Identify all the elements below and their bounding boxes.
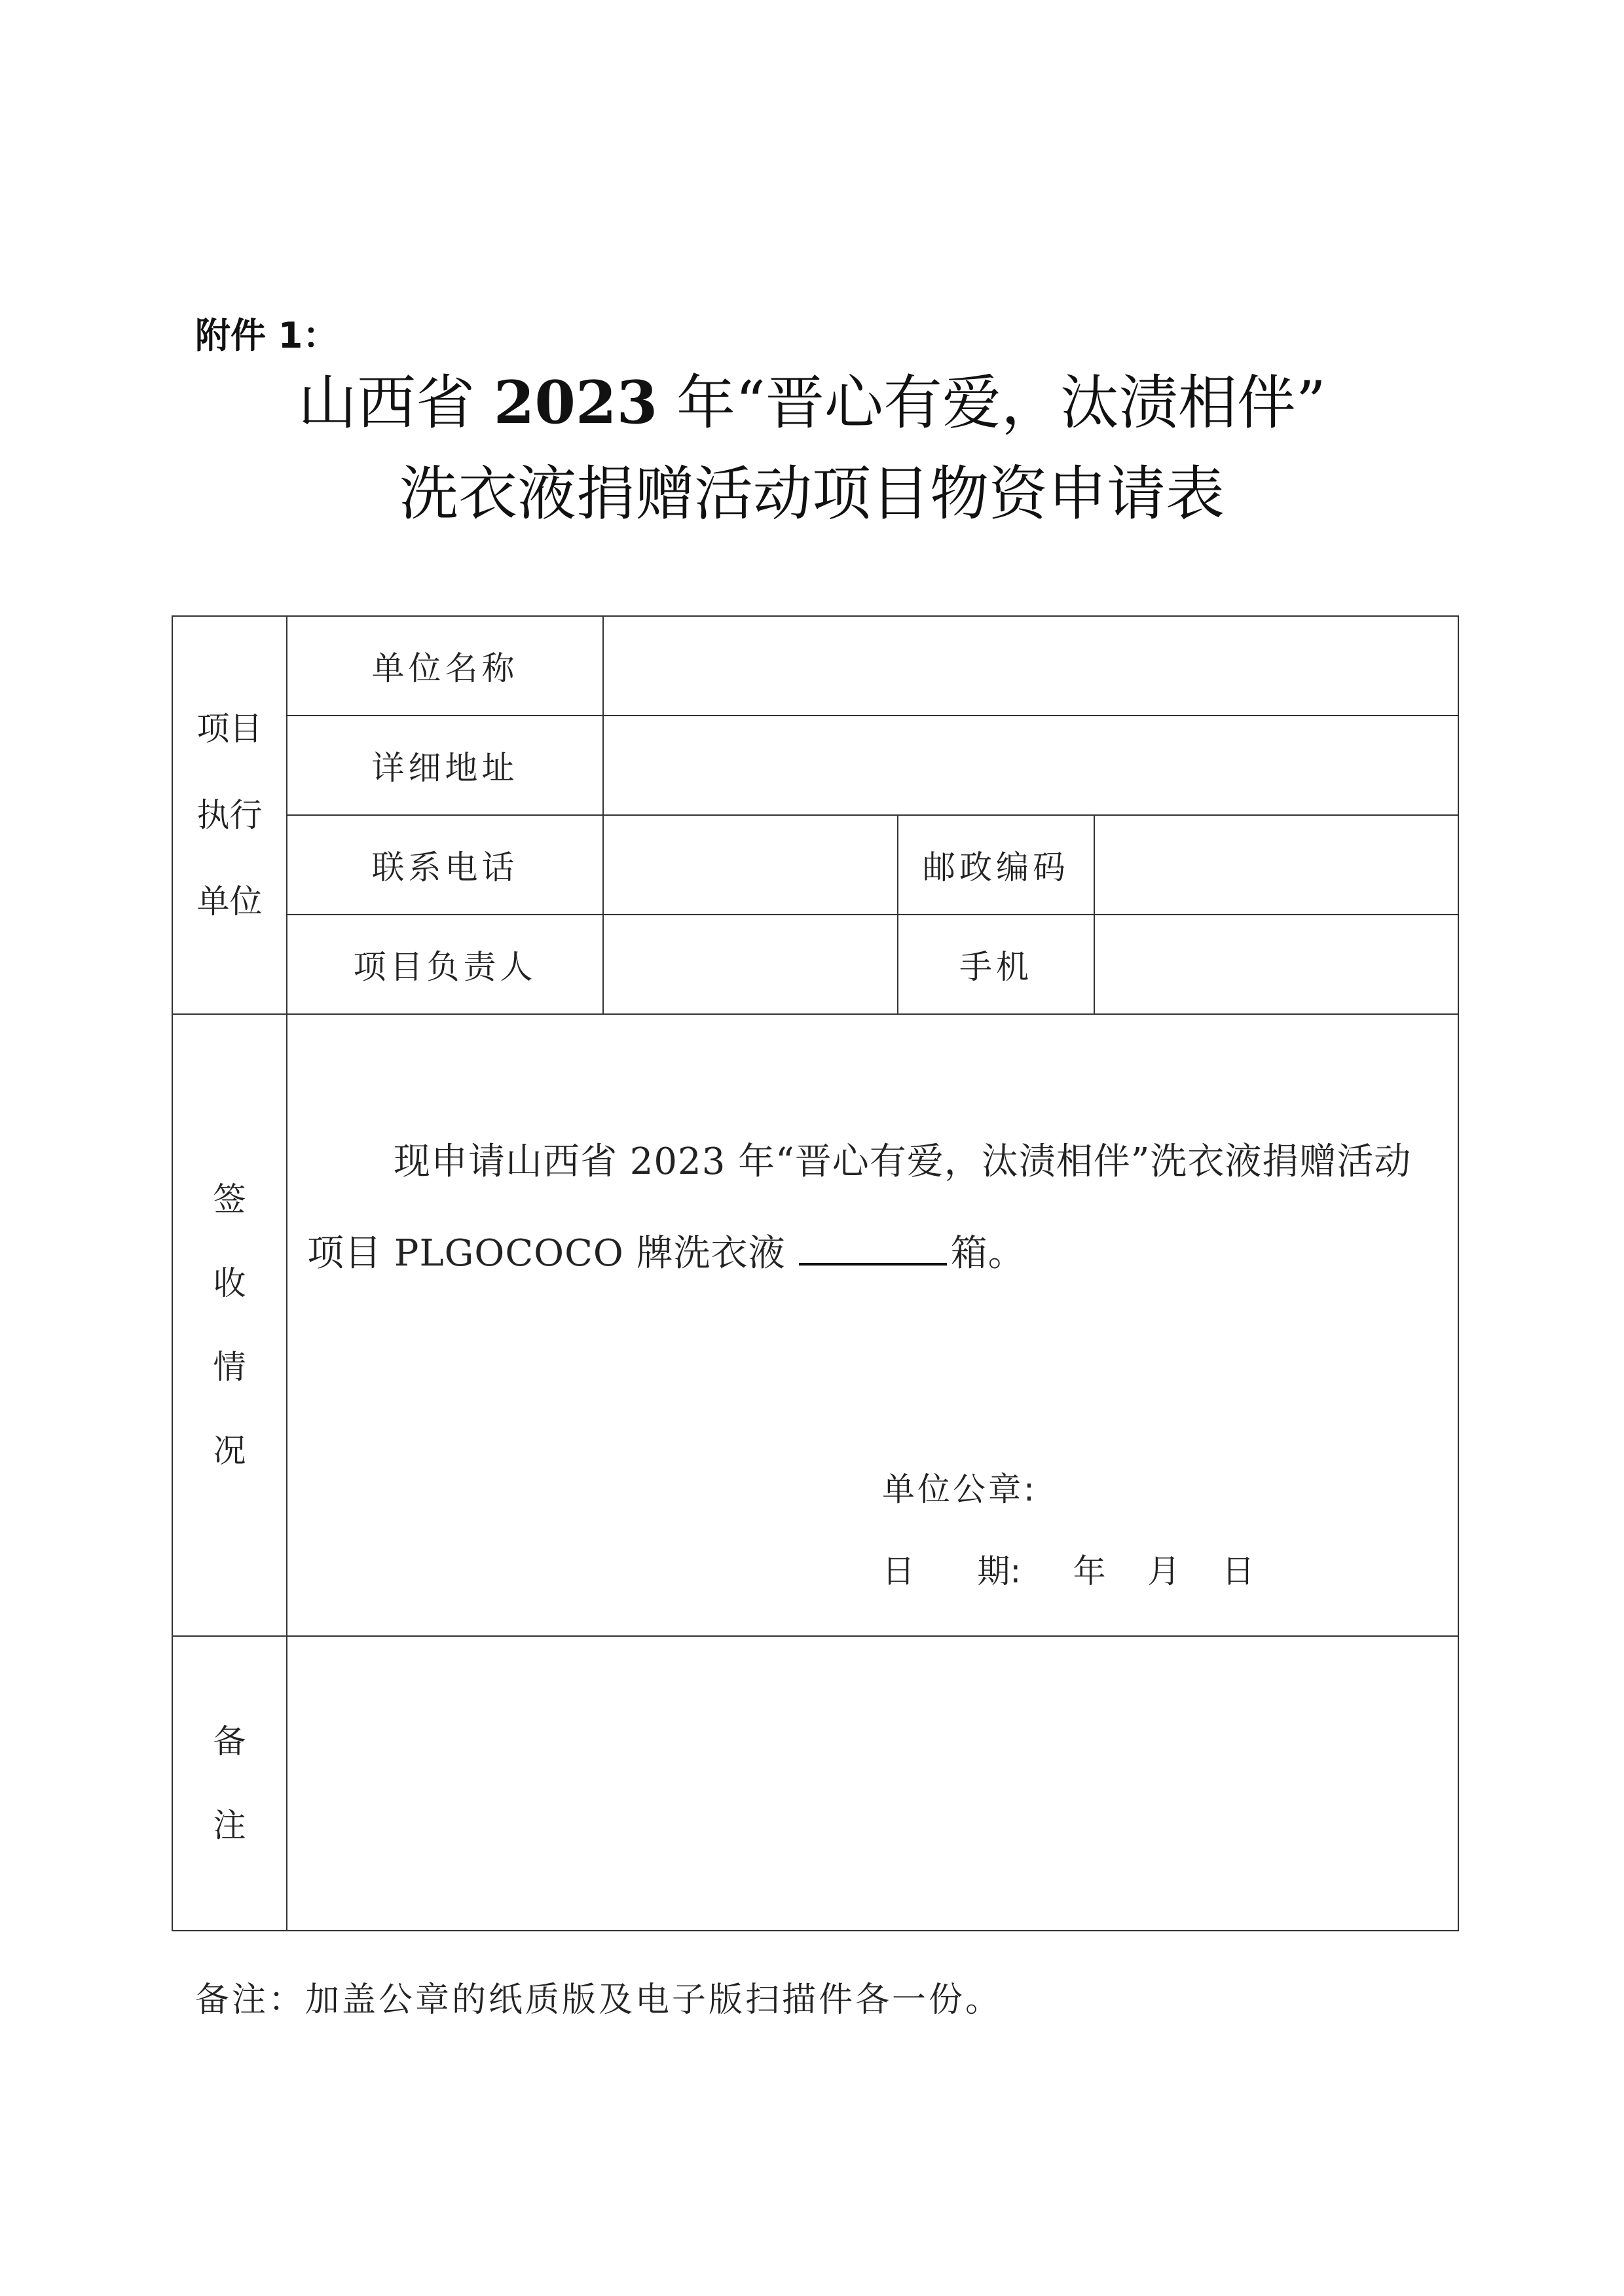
section-sign-char-2: 收: [213, 1264, 246, 1302]
section-sign-char-1: 签: [213, 1180, 246, 1218]
application-text-b: 箱。: [950, 1232, 1025, 1275]
section-unit-line-2: 执行: [196, 796, 263, 834]
unit-name-label: 单位名称: [287, 616, 603, 716]
application-text-a: 现申请山西省 2023 年“晋心有爱，汰渍相伴”洗衣液捐赠活动项目 PLGOCOCO 牌洗衣液: [307, 1140, 1412, 1275]
title-part-c: 年“晋心有爱，汰渍相伴”: [657, 369, 1326, 437]
section-unit-line-1: 项目: [196, 710, 263, 748]
application-statement: [307, 1116, 1441, 1300]
attachment-label: 附件 1：: [195, 315, 339, 356]
section-remarks: [172, 1636, 287, 1931]
section-sign: [172, 1014, 287, 1636]
title-part-a: 山西省: [298, 369, 494, 437]
postcode-label: 邮政编码: [898, 815, 1094, 915]
phone-field[interactable]: [603, 815, 898, 915]
application-form-table: [172, 615, 1459, 1931]
section-remarks-char-1: 备: [213, 1722, 246, 1760]
section-remarks-char-2: 注: [213, 1806, 246, 1844]
section-unit: [172, 616, 287, 1014]
title-line-2: 洗衣液捐赠活动项目物资申请表: [399, 460, 1225, 528]
section-sign-char-4: 况: [213, 1432, 246, 1470]
quantity-blank[interactable]: [799, 1229, 947, 1266]
phone-label: 联系电话: [287, 815, 603, 915]
address-label: 详细地址: [287, 716, 603, 815]
section-sign-char-3: 情: [213, 1348, 246, 1386]
manager-field[interactable]: [603, 915, 898, 1014]
title-line-1: [0, 367, 1624, 439]
title-year: 2023: [493, 368, 658, 437]
mobile-field[interactable]: [1094, 915, 1458, 1014]
manager-label: 项目负责人: [287, 915, 603, 1014]
address-field[interactable]: [603, 716, 1458, 815]
seal-label: 单位公章:: [882, 1470, 1037, 1508]
section-unit-line-3: 单位: [196, 883, 263, 920]
remarks-field[interactable]: [287, 1636, 1458, 1931]
mobile-label: 手机: [898, 915, 1094, 1014]
footnote: 备注：加盖公章的纸质版及电子版扫描件各一份。: [195, 1980, 1003, 2020]
date-label: 日 期: 年 月 日: [882, 1552, 1255, 1590]
postcode-field[interactable]: [1094, 815, 1458, 915]
sign-status-cell: [287, 1014, 1458, 1636]
unit-name-field[interactable]: [603, 616, 1458, 716]
